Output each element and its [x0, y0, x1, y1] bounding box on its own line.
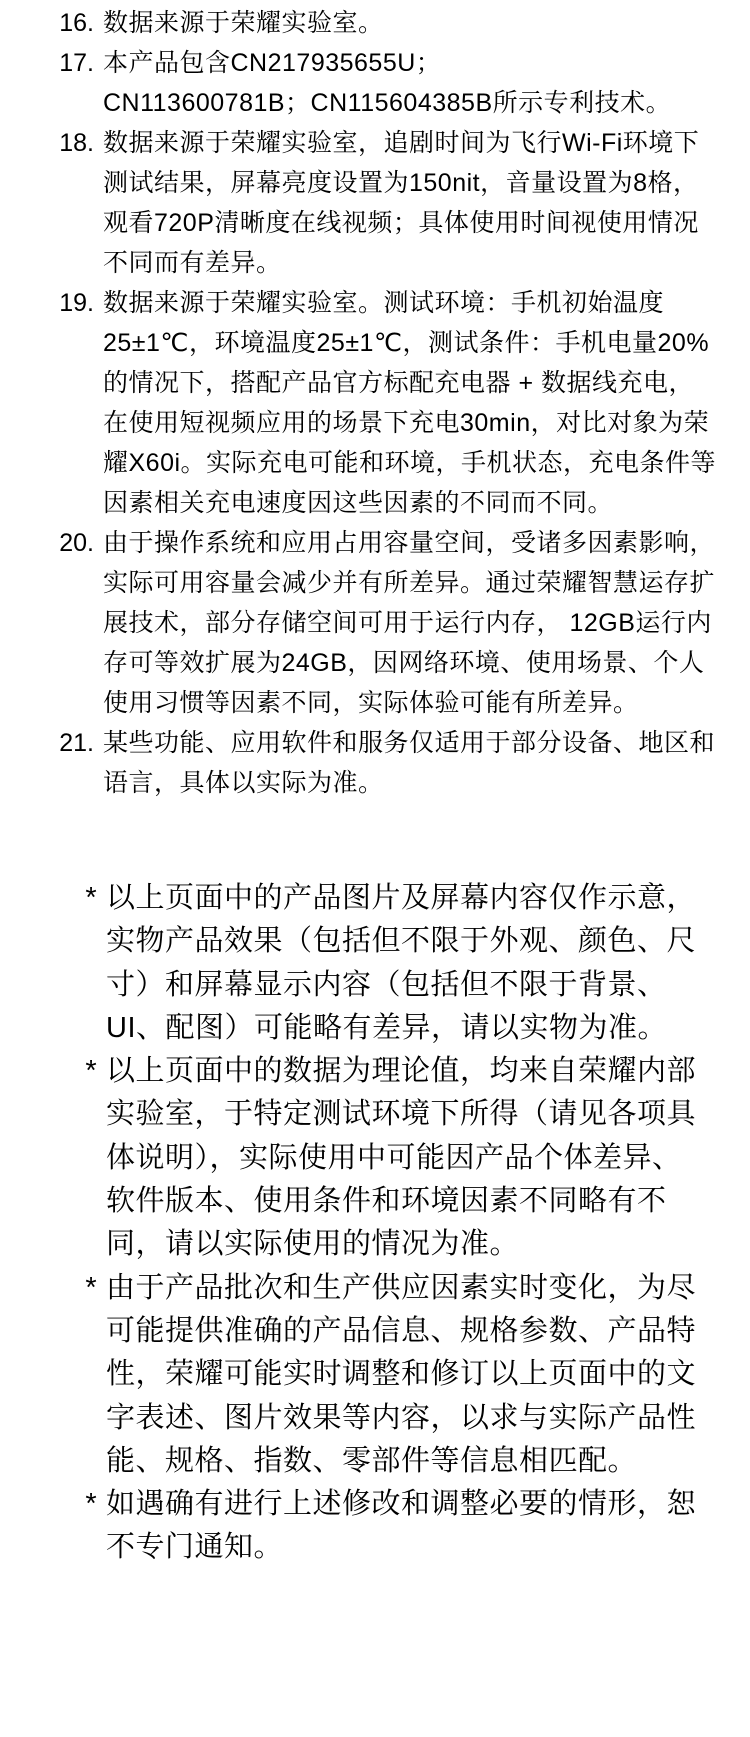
- footnote-asterisk-marker: *: [85, 1488, 97, 1521]
- footnote-item: [84, 1050, 720, 1266]
- note-number: 18.: [59, 129, 94, 157]
- note-line: 耀X60i。实际充电可能和环境，手机状态，充电条件等: [103, 449, 717, 477]
- note-line: 某些功能、应用软件和服务仅适用于部分设备、地区和: [103, 729, 716, 757]
- note-line: 数据来源于荣耀实验室，追剧时间为飞行Wi-Fi环境下: [103, 129, 700, 157]
- note-number: 17.: [59, 49, 94, 77]
- note-number: 20.: [59, 529, 94, 557]
- footnote-asterisk-marker: *: [85, 1055, 97, 1088]
- footnote-item: [84, 877, 720, 1050]
- note-line: 由于操作系统和应用占用容量空间，受诸多因素影响，: [103, 529, 716, 557]
- footnote-line: 实验室，于特定测试环境下所得（请见各项具: [106, 1098, 697, 1131]
- note-line: 实际可用容量会减少并有所差异。通过荣耀智慧运存扩: [103, 569, 716, 597]
- note-line: 在使用短视频应用的场景下充电30min，对比对象为荣: [103, 409, 710, 437]
- note-line: 的情况下，搭配产品官方标配充电器 + 数据线充电，: [103, 369, 694, 397]
- footnote-asterisk-marker: *: [85, 1271, 97, 1304]
- footnote-line: 体说明），实际使用中可能因产品个体差异、: [106, 1141, 682, 1174]
- footnote-text: [106, 1267, 720, 1483]
- note-item: [56, 523, 716, 723]
- note-text: [103, 43, 710, 123]
- footnote-asterisk-marker: *: [85, 882, 97, 914]
- note-line: 数据来源于荣耀实验室。测试环境：手机初始温度: [103, 289, 665, 317]
- note-line: CN113600781B；CN115604385B所示专利技术。: [103, 89, 672, 117]
- footnote-line: 能、规格、指数、零部件等信息相匹配。: [106, 1444, 638, 1477]
- note-line: 测试结果，屏幕亮度设置为150nit，音量设置为8格，: [103, 169, 699, 197]
- note-item: [56, 3, 710, 43]
- footnote-line: 可能提供准确的产品信息、规格参数、产品特: [106, 1314, 697, 1347]
- footnote-line: 如遇确有进行上述修改和调整必要的情形，恕: [106, 1488, 697, 1521]
- note-line: 语言，具体以实际为准。: [103, 769, 384, 797]
- numbered-notes-list: [0, 3, 750, 803]
- footnote-line: 字表述、图片效果等内容，以求与实际产品性: [106, 1401, 697, 1434]
- note-text: [103, 283, 717, 523]
- note-line: 数据来源于荣耀实验室。: [103, 9, 384, 37]
- note-text: [103, 3, 710, 43]
- footnote-item: [84, 1483, 720, 1570]
- note-number: 21.: [59, 729, 94, 757]
- footnote-line: 以上页面中的产品图片及屏幕内容仅作示意，: [106, 882, 697, 914]
- footnote-line: UI、配图）可能略有差异，请以实物为准。: [106, 1011, 668, 1044]
- note-text: [103, 123, 710, 283]
- note-item: [56, 723, 716, 803]
- footnote-line: 以上页面中的数据为理论值，均来自荣耀内部: [106, 1055, 697, 1088]
- note-number: 19.: [59, 289, 94, 317]
- note-number: 16.: [59, 9, 94, 37]
- footnote-line: 由于产品批次和生产供应因素实时变化，为尽: [106, 1271, 697, 1304]
- footnotes-list: [0, 877, 750, 1570]
- note-text: [103, 723, 716, 803]
- footnote-text: [106, 877, 720, 1050]
- note-line: 观看720P清晰度在线视频；具体使用时间视使用情况: [103, 209, 699, 237]
- note-line: 不同而有差异。: [103, 249, 282, 277]
- footnote-line: 同，请以实际使用的情况为准。: [106, 1228, 520, 1261]
- note-line: 使用习惯等因素不同，实际体验可能有所差异。: [103, 689, 639, 717]
- note-item: [56, 283, 717, 523]
- note-text: [103, 523, 716, 723]
- note-line: 因素相关充电速度因这些因素的不同而不同。: [103, 489, 614, 517]
- note-line: 25±1℃，环境温度25±1℃，测试条件：手机电量20%: [103, 329, 710, 357]
- footnote-line: 软件版本、使用条件和环境因素不同略有不: [106, 1185, 667, 1218]
- note-item: [56, 43, 710, 123]
- note-line: 本产品包含CN217935655U；: [103, 49, 442, 77]
- footnote-text: [106, 1483, 720, 1570]
- note-line: 展技术，部分存储空间可用于运行内存， 12GB运行内: [103, 609, 712, 637]
- footnote-text: [106, 1050, 720, 1266]
- footnote-line: 不专门通知。: [106, 1531, 284, 1564]
- footnote-line: 性，荣耀可能实时调整和修订以上页面中的文: [106, 1358, 697, 1391]
- note-line: 存可等效扩展为24GB，因网络环境、使用场景、个人: [103, 649, 705, 677]
- note-item: [56, 123, 710, 283]
- footnote-line: 实物产品效果（包括但不限于外观、颜色、尺: [106, 925, 697, 958]
- footnote-item: [84, 1267, 720, 1483]
- footnote-line: 寸）和屏幕显示内容（包括但不限于背景、: [106, 968, 667, 1001]
